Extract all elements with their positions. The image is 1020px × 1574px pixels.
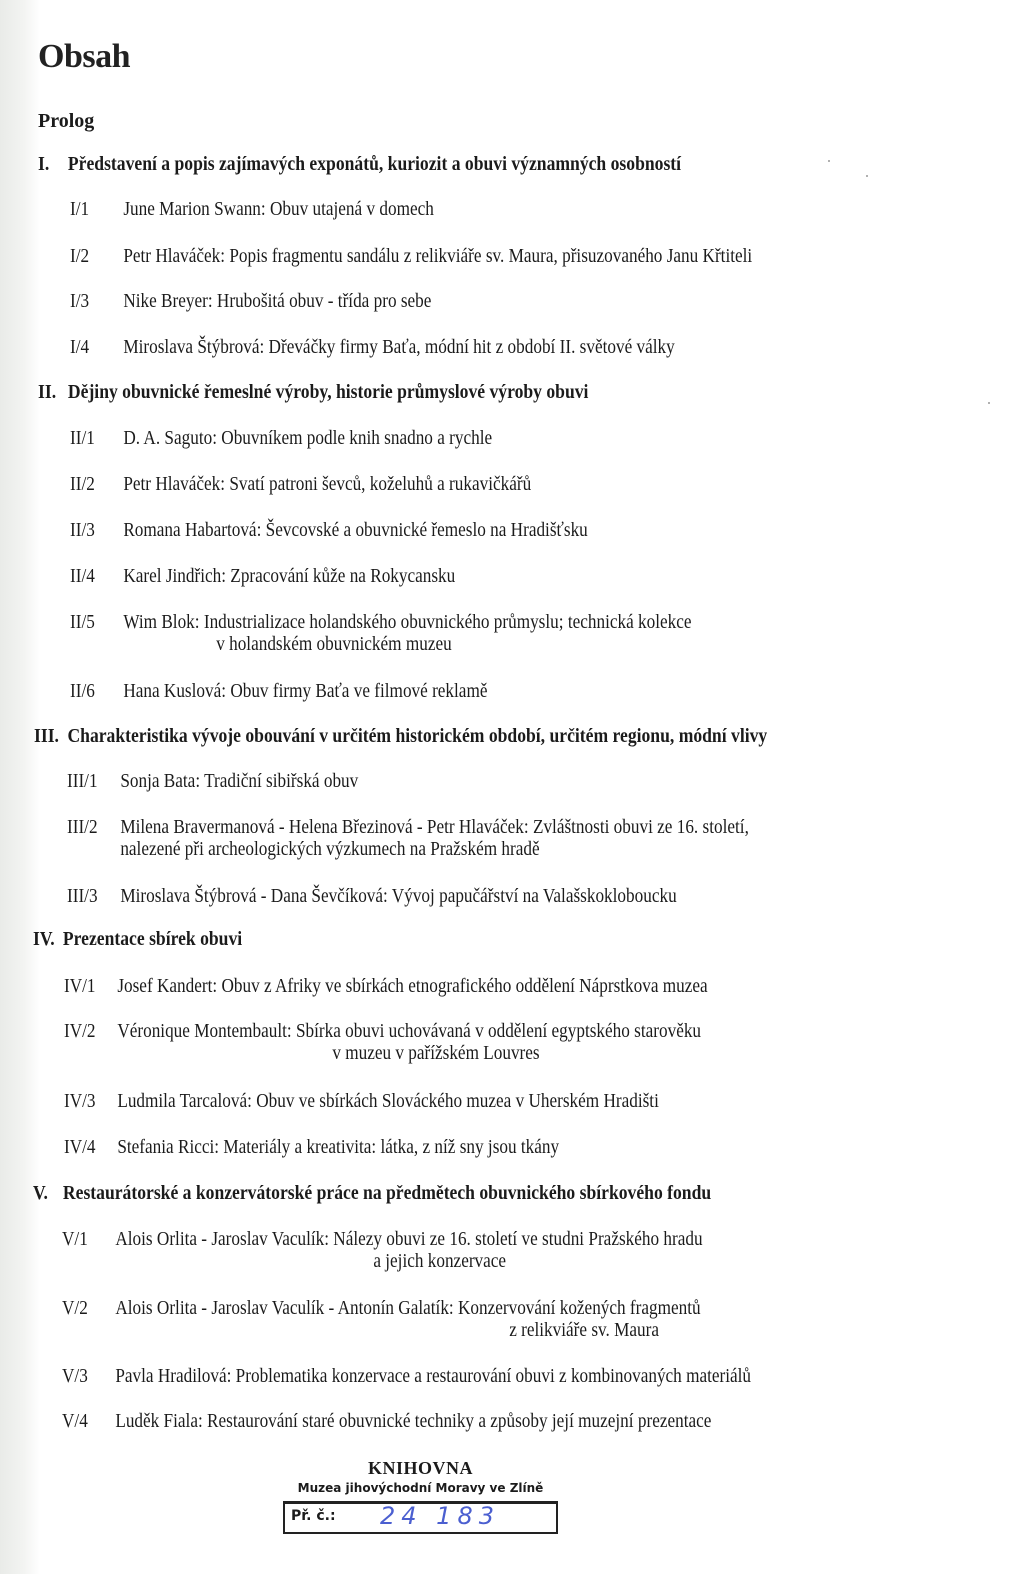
- entry-continuation: nalezené při archeologických výzkumech na Pražském hradě: [120, 838, 540, 860]
- section-title: Charakteristika vývoje obouvání v určitém historickém období, určitém regionu, módní vlivy: [67, 725, 768, 747]
- entry-code: IV/4: [64, 1136, 96, 1158]
- library-stamp: [283, 1458, 558, 1534]
- section-number: I.: [38, 153, 50, 175]
- entry-code: IV/3: [64, 1090, 96, 1112]
- scan-speck: [828, 160, 830, 162]
- entry-text: Miroslava Štýbrová - Dana Ševčíková: Vývoj papučářství na Valašskokloboucku: [120, 885, 677, 907]
- stamp-label: Př. č.:: [291, 1508, 336, 1524]
- section-number: II.: [38, 381, 57, 403]
- entry-code: V/3: [62, 1365, 88, 1387]
- page-title: Obsah: [38, 38, 130, 75]
- section-number: V.: [33, 1182, 48, 1204]
- scan-speck: [866, 175, 868, 177]
- entry-code: I/2: [70, 245, 90, 267]
- entry-text: Luděk Fiala: Restaurování staré obuvnické techniky a způsoby její muzejní prezentace: [115, 1410, 712, 1432]
- entry-code: V/2: [62, 1297, 88, 1319]
- entry-code: I/4: [70, 336, 90, 358]
- entry-text: Alois Orlita - Jaroslav Vaculík - Antonín Galatík: Konzervování kožených fragmentů: [115, 1297, 701, 1319]
- entry-text: Milena Bravermanová - Helena Březinová - Petr Hlaváček: Zvláštnosti obuvi ze 16. století,: [120, 816, 749, 838]
- entry-continuation: v muzeu v pařížském Louvres: [332, 1042, 540, 1064]
- section-title: Představení a popis zajímavých exponátů, kuriozit a obuvi významných osobností: [67, 153, 682, 175]
- entry-text: D. A. Saguto: Obuvníkem podle knih snadno a rychle: [123, 427, 493, 449]
- entry-text: Petr Hlaváček: Svatí patroni ševců, koželuhů a rukavičkářů: [123, 473, 532, 495]
- stamp-subtitle: Muzea jihovýchodní Moravy ve Zlíně: [297, 1481, 544, 1495]
- section-heading: [38, 153, 681, 176]
- section-title: Restaurátorské a konzervátorské práce na předmětech obuvnického sbírkového fondu: [62, 1182, 712, 1204]
- entry-code: I/1: [70, 198, 90, 220]
- entry-text: Wim Blok: Industrializace holandského obuvnického průmyslu; technická kolekce: [123, 611, 692, 633]
- entry-text: Hana Kuslová: Obuv firmy Baťa ve filmové reklamě: [123, 680, 488, 702]
- entry-text: Petr Hlaváček: Popis fragmentu sandálu z relikviáře sv. Maura, přisuzovaného Janu Křtiteli: [123, 245, 753, 267]
- entry-code: V/1: [62, 1228, 88, 1250]
- entry-code: II/4: [70, 565, 95, 587]
- entry-code: II/1: [70, 427, 95, 449]
- entry-text: Pavla Hradilová: Problematika konzervace a restaurování obuvi z kombinovaných materiálů: [115, 1365, 752, 1387]
- entry-text: Stefania Ricci: Materiály a kreativita: látka, z níž sny jsou tkány: [117, 1136, 560, 1158]
- scan-edge-shadow: [0, 0, 40, 1574]
- entry-code: II/2: [70, 473, 95, 495]
- entry-continuation: z relikviáře sv. Maura: [509, 1319, 660, 1341]
- entry-text: June Marion Swann: Obuv utajená v domech: [123, 198, 434, 220]
- entry-code: III/1: [67, 770, 98, 792]
- entry-code: V/4: [62, 1410, 88, 1432]
- section-heading: [33, 928, 242, 951]
- entry-continuation: a jejich konzervace: [373, 1250, 507, 1272]
- stamp-title: KNIHOVNA: [367, 1458, 473, 1478]
- scan-speck: [988, 402, 990, 404]
- entry-text: Miroslava Štýbrová: Dřeváčky firmy Baťa, módní hit z období II. světové války: [123, 336, 675, 358]
- entry-text: Karel Jindřich: Zpracování kůže na Rokycansku: [123, 565, 456, 587]
- entry-continuation: v holandském obuvnickém muzeu: [216, 633, 452, 655]
- entry-text: Ludmila Tarcalová: Obuv ve sbírkách Slováckého muzea v Uherském Hradišti: [117, 1090, 659, 1112]
- prolog-heading: Prolog: [38, 110, 95, 132]
- entry-code: IV/1: [64, 975, 96, 997]
- entry-text: Romana Habartová: Ševcovské a obuvnické řemeslo na Hradišťsku: [123, 519, 588, 541]
- entry-code: II/5: [70, 611, 95, 633]
- entry-text: Nike Breyer: Hrubošitá obuv - třída pro sebe: [123, 290, 432, 312]
- section-heading: [33, 1182, 711, 1205]
- entry-text: Alois Orlita - Jaroslav Vaculík: Nálezy obuvi ze 16. století ve studni Pražského hradu: [115, 1228, 703, 1250]
- entry-text: Sonja Bata: Tradiční sibiřská obuv: [120, 770, 359, 792]
- entry-text: Véronique Montembault: Sbírka obuvi uchovávaná v oddělení egyptského starověku: [117, 1020, 702, 1042]
- section-heading: [38, 381, 588, 404]
- section-heading: [34, 725, 767, 748]
- section-number: III.: [34, 725, 59, 747]
- entry-code: II/6: [70, 680, 95, 702]
- entry-code: I/3: [70, 290, 90, 312]
- entry-code: II/3: [70, 519, 95, 541]
- section-title: Prezentace sbírek obuvi: [62, 928, 243, 950]
- stamp-accession-box: [283, 1501, 558, 1534]
- entry-code: IV/2: [64, 1020, 96, 1042]
- section-number: IV.: [33, 928, 55, 950]
- entry-code: III/2: [67, 816, 98, 838]
- section-title: Dějiny obuvnické řemeslné výroby, historie průmyslové výroby obuvi: [67, 381, 589, 403]
- stamp-handwritten-number: 24 183: [380, 1502, 500, 1530]
- entry-text: Josef Kandert: Obuv z Afriky ve sbírkách etnografického oddělení Náprstkova muzea: [117, 975, 708, 997]
- entry-code: III/3: [67, 885, 98, 907]
